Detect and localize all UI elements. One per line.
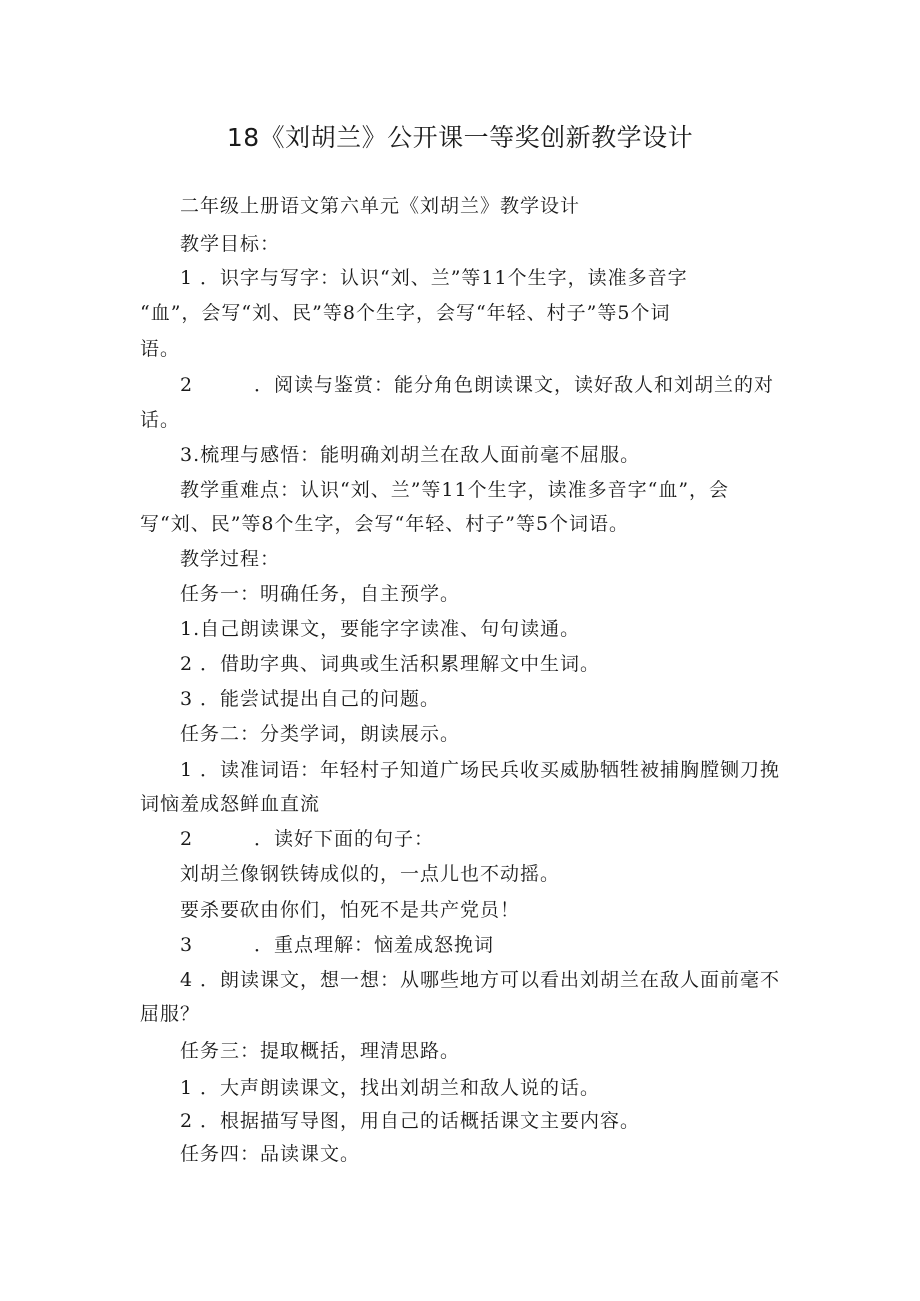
- goal-1-line-3: 语。: [140, 338, 181, 360]
- goal-1-line-1: 1 ．识字与写字：认识“刘、兰”等11个生字，读准多音字: [180, 267, 688, 289]
- document-subtitle: 二年级上册语文第六单元《刘胡兰》教学设计: [180, 195, 581, 217]
- task-2-item-4-line-2: 屈服？: [140, 1003, 201, 1025]
- task-2-sentence-2: 要杀要砍由你们，怕死不是共产党员！: [180, 899, 521, 921]
- task-2-heading: 任务二：分类学词，朗读展示。: [180, 723, 461, 745]
- task-1-item-1: 1.自己朗读课文，要能字字读准、句句读通。: [180, 618, 581, 640]
- goal-1-line-2: “血”，会写“刘、民”等8个生字，会写“年轻、村子”等5个词: [140, 302, 671, 324]
- goal-2-line-1: 2 ．阅读与鉴赏：能分角色朗读课文，读好敌人和刘胡兰的对: [180, 374, 775, 396]
- key-points-line-2: 写“刘、民”等8个生字，会写“年轻、村子”等5个词语。: [140, 513, 630, 535]
- goal-2-line-2: 话。: [140, 409, 181, 431]
- key-points-line-1: 教学重难点：认识“刘、兰”等11个生字，读准多音字“血”，会: [180, 479, 730, 501]
- task-3-item-2: 2 ．根据描写导图，用自己的话概括课文主要内容。: [180, 1110, 641, 1132]
- task-1-item-3: 3 ．能尝试提出自己的问题。: [180, 688, 441, 710]
- goal-3: 3.梳理与感悟：能明确刘胡兰在敌人面前毫不屈服。: [180, 444, 641, 466]
- task-1-item-2: 2 ．借助字典、词典或生活积累理解文中生词。: [180, 653, 601, 675]
- document-title: 18《刘胡兰》公开课一等奖创新教学设计: [226, 123, 694, 152]
- task-2-item-2: 2 ．读好下面的句子：: [180, 828, 435, 850]
- task-2-item-1-line-1: 1 ．读准词语：年轻村子知道广场民兵收买威胁牺牲被捕胸膛铡刀挽: [180, 759, 781, 781]
- task-2-item-3: 3 ．重点理解：恼羞成怒挽词: [180, 934, 495, 956]
- task-3-heading: 任务三：提取概括，理清思路。: [180, 1040, 461, 1062]
- task-1-heading: 任务一：明确任务，自主预学。: [180, 583, 461, 605]
- process-heading: 教学过程：: [180, 548, 281, 570]
- task-2-item-4-line-1: 4 ．朗读课文，想一想：从哪些地方可以看出刘胡兰在敌人面前毫不: [180, 969, 781, 991]
- goal-1-number: 1: [180, 267, 194, 289]
- task-2-item-1-line-2: 词恼羞成怒鲜血直流: [140, 793, 321, 815]
- task-2-sentence-1: 刘胡兰像钢铁铸成似的，一点儿也不动摇。: [180, 863, 561, 885]
- goal-2-number: 2: [180, 374, 194, 396]
- task-4-heading: 任务四：品读课文。: [180, 1143, 361, 1165]
- task-3-item-1: 1 ．大声朗读课文，找出刘胡兰和敌人说的话。: [180, 1077, 601, 1099]
- goals-heading: 教学目标：: [180, 233, 281, 255]
